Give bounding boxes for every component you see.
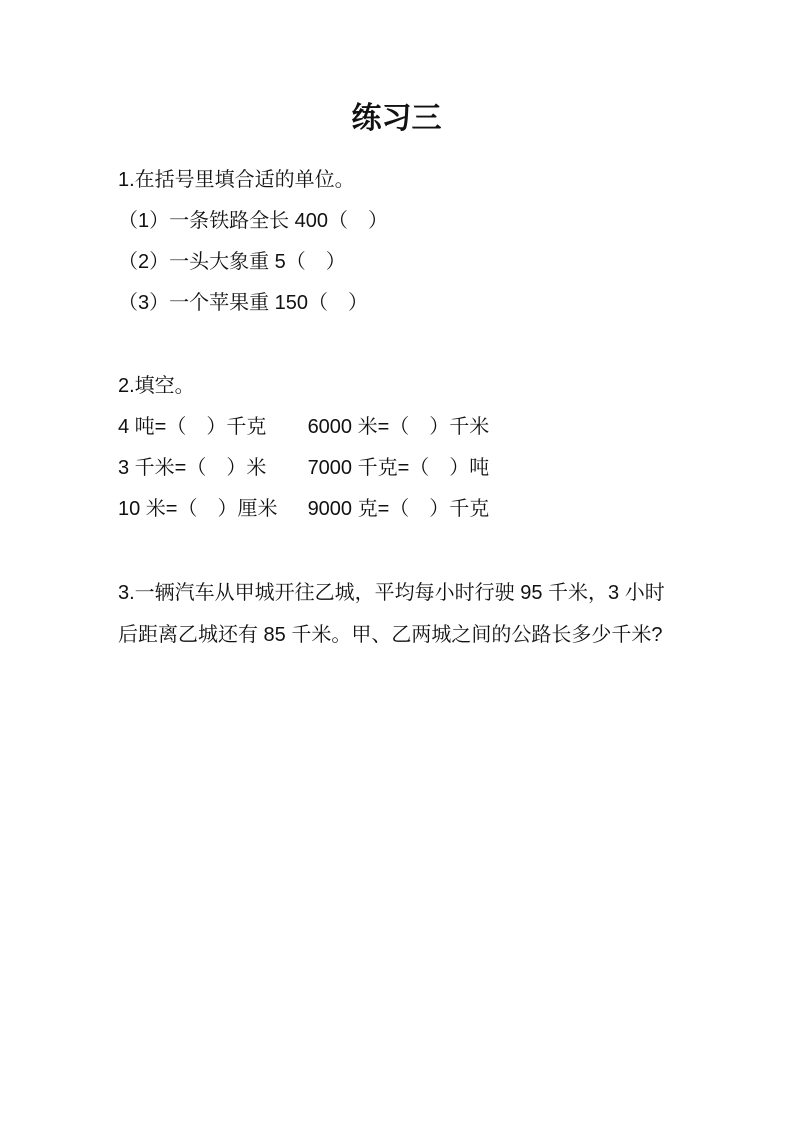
conversion-blank-km-m: 3 千米=（ ）米 [118, 457, 267, 479]
question-2-row-3 [118, 489, 683, 530]
question-1-item-1: （1）一条铁路全长 400（ ） [118, 210, 389, 232]
question-2-row-1 [118, 407, 683, 448]
conversion-blank-kg-tons: 7000 千克=（ ）吨 [307, 457, 490, 479]
conversion-blank-tons-kg: 4 吨=（ ）千克 [118, 416, 267, 438]
question-2-row-2 [118, 448, 683, 489]
question-3-word-problem: 3.一辆汽车从甲城开往乙城，平均每小时行驶 95 千米，3 小时后距离乙城还有 85 千米。甲、乙两城之间的公路长多少千米? [118, 582, 665, 646]
question-2-heading: 2.填空。 [118, 375, 195, 397]
conversion-blank-g-kg: 9000 克=（ ）千克 [307, 498, 490, 520]
conversion-blank-m-cm: 10 米=（ ）厘米 [118, 498, 278, 520]
conversion-blank-m-km: 6000 米=（ ）千米 [307, 416, 490, 438]
worksheet-content [118, 160, 683, 656]
section-question-1 [118, 160, 683, 324]
question-1-item-3: （3）一个苹果重 150（ ） [118, 292, 369, 314]
section-question-3 [118, 572, 683, 656]
question-1-item-2: （2）一头大象重 5（ ） [118, 251, 346, 273]
section-question-2 [118, 366, 683, 530]
page-title: 练习三 [351, 102, 442, 135]
question-1-heading: 1.在括号里填合适的单位。 [118, 169, 355, 191]
